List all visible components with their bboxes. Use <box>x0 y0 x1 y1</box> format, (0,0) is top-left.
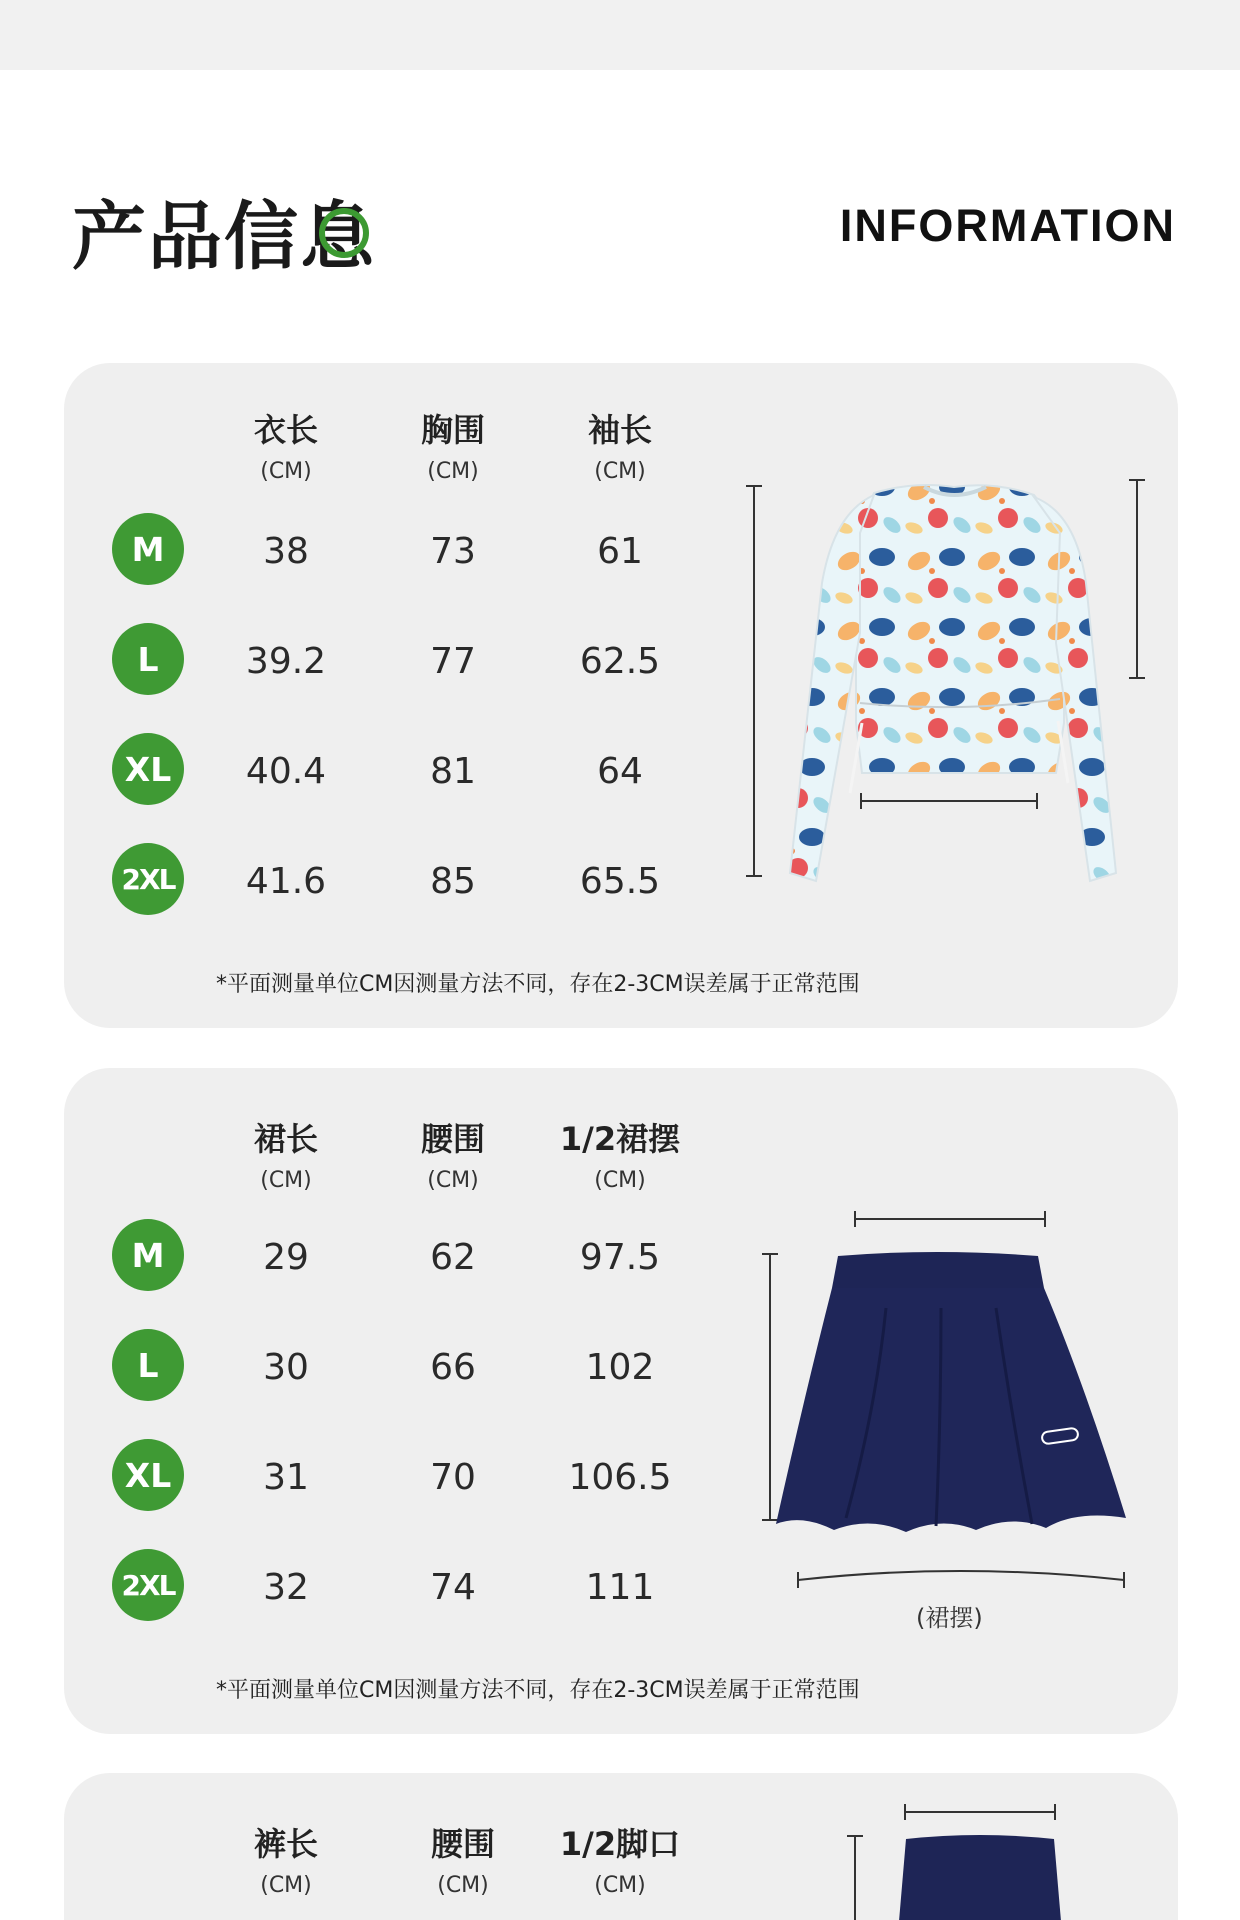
size-badge-l: L <box>112 623 184 695</box>
top-size-card <box>64 363 1178 1028</box>
size-badge-m: M <box>112 1219 184 1291</box>
table-cell: 85 <box>430 861 476 902</box>
column-unit: (CM) <box>260 1873 312 1898</box>
table-cell: 65.5 <box>579 861 661 902</box>
length-measure-line <box>753 485 755 877</box>
size-badge-2xl: 2XL <box>112 1549 184 1621</box>
column-header <box>535 1819 705 1898</box>
column-name: 腰围 <box>420 1120 485 1158</box>
column-unit: (CM) <box>594 1873 646 1898</box>
size-badge-xl: XL <box>112 1439 184 1511</box>
skirt-length-measure-line <box>769 1253 771 1521</box>
column-name: 裤长 <box>253 1825 318 1863</box>
long-sleeve-top-image <box>764 473 1144 893</box>
table-cell: 111 <box>585 1567 655 1608</box>
size-badge-l: L <box>112 1329 184 1401</box>
table-cell: 64 <box>597 751 643 792</box>
table-cell: 30 <box>263 1347 309 1388</box>
column-header <box>201 1114 371 1193</box>
measure-tick <box>847 1835 863 1837</box>
column-unit: (CM) <box>437 1873 489 1898</box>
measure-tick <box>1054 1804 1056 1820</box>
top-banner-strip <box>0 0 1240 70</box>
waist-measure-line <box>854 1218 1046 1220</box>
page-subtitle: INFORMATION <box>839 200 1176 251</box>
table-cell: 81 <box>430 751 476 792</box>
table-cell: 38 <box>263 531 309 572</box>
table-cell: 29 <box>263 1237 309 1278</box>
table-cell: 41.6 <box>245 861 327 902</box>
measure-tick <box>1044 1211 1046 1227</box>
table-cell: 40.4 <box>245 751 327 792</box>
column-header <box>201 405 371 484</box>
size-badge-2xl: 2XL <box>112 843 184 915</box>
column-unit: (CM) <box>427 1168 479 1193</box>
column-name: 腰围 <box>430 1825 495 1863</box>
table-cell: 61 <box>597 531 643 572</box>
column-name: 1/2脚口 <box>559 1825 681 1863</box>
hem-measure-line <box>790 1558 1178 1598</box>
table-cell: 31 <box>263 1457 309 1498</box>
table-cell: 97.5 <box>579 1237 661 1278</box>
pants-size-card <box>64 1773 1178 1920</box>
column-name: 衣长 <box>253 411 318 449</box>
table-cell: 62 <box>430 1237 476 1278</box>
table-cell: 62.5 <box>579 641 661 682</box>
column-header <box>201 1819 371 1898</box>
measure-tick <box>746 875 762 877</box>
table-cell: 70 <box>430 1457 476 1498</box>
table-cell: 66 <box>430 1347 476 1388</box>
table-cell: 77 <box>430 641 476 682</box>
measurement-note: *平面测量单位CM因测量方法不同，存在2-3CM误差属于正常范围 <box>216 972 860 997</box>
table-cell: 32 <box>263 1567 309 1608</box>
column-unit: (CM) <box>260 1168 312 1193</box>
table-cell: 74 <box>430 1567 476 1608</box>
size-badge-xl: XL <box>112 733 184 805</box>
measure-tick <box>854 1211 856 1227</box>
pants-length-measure-line <box>854 1835 856 1920</box>
table-cell: 73 <box>430 531 476 572</box>
shorts-image <box>890 1833 1070 1920</box>
column-unit: (CM) <box>260 459 312 484</box>
column-header <box>378 1819 548 1898</box>
column-header <box>368 405 538 484</box>
column-header <box>368 1114 538 1193</box>
page-title: 产品信息 <box>72 194 376 280</box>
title-ring-icon <box>319 208 369 258</box>
column-unit: (CM) <box>594 459 646 484</box>
column-header <box>535 1114 705 1193</box>
measurement-note: *平面测量单位CM因测量方法不同，存在2-3CM误差属于正常范围 <box>216 1678 860 1703</box>
table-cell: 39.2 <box>245 641 327 682</box>
skirt-size-card <box>64 1068 1178 1734</box>
column-unit: (CM) <box>594 1168 646 1193</box>
column-name: 胸围 <box>420 411 485 449</box>
skirt-image <box>776 1248 1126 1548</box>
measure-tick <box>746 485 762 487</box>
column-unit: (CM) <box>427 459 479 484</box>
waist-measure-line <box>904 1811 1056 1813</box>
column-name: 1/2裙摆 <box>559 1120 681 1158</box>
measure-tick <box>904 1804 906 1820</box>
table-cell: 102 <box>585 1347 655 1388</box>
size-badge-m: M <box>112 513 184 585</box>
column-name: 裙长 <box>253 1120 318 1158</box>
column-header <box>535 405 705 484</box>
hem-caption: (裙摆) <box>916 1604 983 1632</box>
column-name: 袖长 <box>587 411 652 449</box>
table-cell: 106.5 <box>568 1457 672 1498</box>
